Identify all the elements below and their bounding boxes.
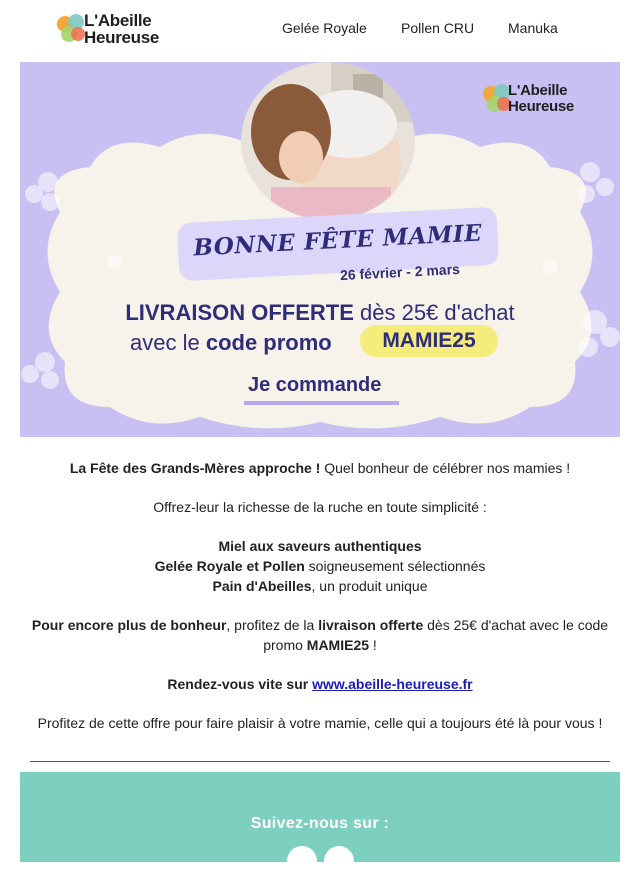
- closing-paragraph: Profitez de cette offre pour faire plaisir à votre mamie, celle qui a toujours été là pour vous !: [37, 715, 603, 731]
- nav-link-manuka[interactable]: [508, 20, 558, 36]
- follow-us-label: Suivez-nous sur :: [250, 815, 390, 832]
- bee-logo-icon: [56, 12, 86, 46]
- list-item-rest: , un produit unique: [311, 578, 428, 594]
- shipping-rest: dès 25€ d'achat avec le code promo: [263, 617, 609, 653]
- promo-free-shipping: LIVRAISON OFFERTE: [125, 300, 354, 325]
- banner-title: BONNE FÊTE MAMIE: [192, 219, 483, 262]
- banner-brand-name-line2: Heureuse: [508, 98, 574, 115]
- nav-link-label[interactable]: Manuka: [508, 20, 558, 36]
- banner-brand-logo: [482, 82, 594, 122]
- nav-link-label[interactable]: Pollen CRU: [401, 20, 475, 36]
- social-footer: [20, 772, 620, 862]
- banner-brand-name-line1: L'Abeille: [508, 82, 568, 99]
- banner-promo-line2: [130, 330, 332, 356]
- promo-threshold: dès 25€ d'achat: [353, 300, 515, 325]
- section-divider: [30, 761, 610, 762]
- intro-paragraph: [30, 458, 610, 478]
- list-item: [30, 576, 610, 596]
- email-body: [30, 458, 610, 733]
- email-header: [0, 0, 640, 62]
- shipping-end: !: [369, 637, 377, 653]
- list-item-bold: Pain d'Abeilles: [212, 578, 312, 594]
- order-cta-button[interactable]: Je commande: [248, 374, 382, 396]
- shipping-bold-2: livraison offerte: [318, 617, 424, 633]
- shipping-bold-1: Pour encore plus de bonheur: [31, 617, 227, 633]
- promo-banner[interactable]: [20, 62, 620, 437]
- instagram-icon[interactable]: [324, 846, 354, 876]
- nav-link-pollen-cru[interactable]: [401, 20, 474, 36]
- brand-name-line2: Heureuse: [84, 28, 160, 47]
- list-item-bold: Gelée Royale et Pollen: [154, 558, 305, 574]
- shipping-code: MAMIE25: [306, 637, 370, 653]
- promo-prefix: avec le: [130, 330, 206, 355]
- grandmother-photo: [241, 62, 415, 220]
- list-item-bold: Miel aux saveurs authentiques: [218, 538, 422, 554]
- banner-promo-line1: [20, 300, 620, 326]
- offer-paragraph: Offrez-leur la richesse de la ruche en toute simplicité :: [153, 499, 487, 515]
- cta-underline: [244, 401, 399, 405]
- banner-brand-name: [508, 83, 574, 115]
- list-item: [30, 536, 610, 556]
- intro-rest: Quel bonheur de célébrer nos mamies !: [320, 460, 571, 476]
- banner-dates: 26 février - 2 mars: [339, 260, 461, 284]
- shipping-mid: , profitez de la: [226, 617, 319, 633]
- brand-logo[interactable]: [56, 10, 176, 50]
- photo-illustration: [241, 62, 415, 220]
- brand-name-line1: L'Abeille: [84, 11, 152, 30]
- promo-code-label: code promo: [205, 330, 332, 355]
- facebook-icon[interactable]: [287, 846, 317, 876]
- website-link[interactable]: www.abeille-heureuse.fr: [312, 676, 473, 692]
- brand-name: [84, 12, 159, 46]
- shipping-paragraph: [30, 615, 610, 655]
- nav-link-gelee-royale[interactable]: [282, 20, 367, 36]
- intro-bold: La Fête des Grands-Mères approche !: [69, 460, 321, 476]
- nav-link-label[interactable]: Gelée Royale: [282, 20, 367, 36]
- website-bold: Rendez-vous vite sur: [167, 676, 313, 692]
- list-item: [30, 556, 610, 576]
- list-item-rest: soigneusement sélectionnés: [304, 558, 486, 574]
- promo-code-badge: MAMIE25: [360, 325, 498, 357]
- website-paragraph: [30, 674, 610, 694]
